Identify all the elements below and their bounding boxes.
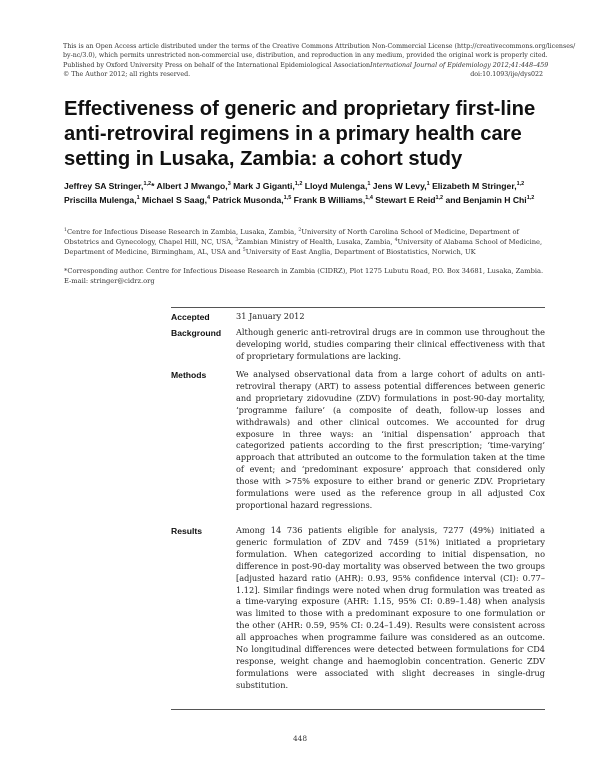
affiliation-text: University of East Anglia, Department of Biostatistics, Norwich, UK bbox=[245, 248, 476, 257]
results-label: Results bbox=[171, 526, 203, 536]
abstract-accepted bbox=[171, 311, 545, 325]
author-name: Albert J Mwango, bbox=[156, 181, 228, 191]
author-affiliation-sup: 1,2 bbox=[516, 181, 525, 188]
author-affiliation-sup: 3 bbox=[227, 181, 231, 188]
author-separator: * bbox=[151, 181, 157, 191]
page-number: 448 bbox=[292, 734, 308, 743]
author-name: Michael S Saag, bbox=[142, 194, 208, 205]
license-line-2: by-nc/3.0), which permits unrestricted non-commercial use, distribution, and reproduction in any medium, provided the original work is properly cited. bbox=[63, 52, 548, 60]
affiliation-sup: 5 bbox=[242, 248, 246, 254]
author-affiliation-sup: 1,4 bbox=[365, 194, 373, 201]
corresponding-author: *Corresponding author. Centre for Infectious Disease Research in Zambia (CIDRZ), Plot 1275 Lubutu Road, P.O. Box 34681, Lusaka, Zambia. E-mail: stringer@cidrz.org bbox=[64, 267, 544, 286]
author-name: Patrick Musonda, bbox=[212, 194, 284, 205]
results-text: Among 14 736 patients eligible for analysis, 7277 (49%) initiated a generic formulation of ZDV and 7459 (51%) initiated a proprietary formulation. When categorized according to initial dispensation, no difference in post-90-day mortality was observed between the two groups [adjusted hazard ratio (AHR): 0.93, 95% confidence interval (CI): 0.77–1.12]. Similar findings were noted when drug formulation was treated as a time-varying exposure (AHR: 1.15, 95% CI: 0.89–1.48) when analysis was limited to those with a predominant exposure to one formulation or the other (AHR: 0.59, 95% CI: 0.24–1.49). Results were consistent across all approaches when programme failure was considered as an outcome. No longitudinal differences were detected between formulations for CD4 response, weight change and haemoglobin concentration. Generic ZDV formulations were associated with slight decreases in single-drug substitution. bbox=[236, 525, 545, 690]
author-affiliation-sup: 1,2 bbox=[294, 181, 303, 188]
affiliation-sup: 1 bbox=[64, 227, 67, 233]
affiliation-text: Centre for Infectious Disease Research in Zambia, Lusaka, Zambia, bbox=[66, 228, 299, 236]
author-affiliation-sup: 4 bbox=[207, 194, 211, 201]
copyright-row bbox=[63, 70, 543, 79]
author-affiliation-sup: 1 bbox=[136, 194, 140, 201]
abstract-results bbox=[171, 525, 545, 705]
copyright: © The Author 2012; all rights reserved. bbox=[63, 70, 191, 78]
publisher-row bbox=[63, 61, 549, 70]
affiliation-sup: 3 bbox=[235, 237, 239, 243]
affiliation-text: Zambian Ministry of Health, Lusaka, Zambia, bbox=[238, 238, 395, 247]
author-affiliation-sup: 1 bbox=[367, 181, 371, 188]
license-line-1: This is an Open Access article distributed under the terms of the Creative Commons Attribution Non-Commercial License (http://creativecommons.org/licenses/ bbox=[63, 43, 576, 50]
affiliation-text: University of Alabama School of Medicine, Department of Medicine, Birmingham, AL, USA and bbox=[64, 238, 543, 257]
abstract-bottom-rule bbox=[171, 709, 545, 710]
journal-citation: International Journal of Epidemiology 2012;41:448–459 bbox=[370, 61, 549, 69]
author-affiliation-sup: 1,5 bbox=[283, 194, 292, 201]
article-title: Effectiveness of generic and proprietary first-line anti-retroviral regimens in a primary health care setting in Lusaka, Zambia: a cohort study bbox=[64, 98, 536, 170]
affiliation-sup: 4 bbox=[394, 237, 398, 243]
affiliation-text: University of North Carolina School of Medicine, Department of Obstetrics and Gynecology, Chapel Hill, NC, USA, bbox=[64, 228, 519, 247]
author-affiliation-sup: 1,2 bbox=[526, 194, 535, 201]
author-name: Elizabeth M Stringer, bbox=[432, 181, 517, 191]
affiliations bbox=[64, 227, 544, 258]
author-name: Stewart E Reid bbox=[375, 194, 436, 205]
author-name: and Benjamin H Chi bbox=[445, 194, 527, 205]
accepted-label: Accepted bbox=[171, 312, 210, 322]
abstract-background bbox=[171, 327, 545, 367]
author-list bbox=[64, 180, 544, 207]
methods-text: We analysed observational data from a large cohort of adults on anti-retroviral therapy (ART) to assess potential differences between generic and proprietary zidovudine (ZDV) formulations in post-90-day mortality, ‘programme failure’ (a composite of death, follow-up losses and withdrawals) and other clinical outcomes. We accounted for drug exposure in three ways: an ‘initial dispensation’ approach that categorized patients according to the first prescription; ‘time-varying’ approach that attributed an outcome to the formulation taken at the time of event; and ‘predominant exposure’ approach that considered only those with >75% exposure to either brand or generic ZDV. Proprietary formulations were used as the reference group in all adjusted Cox proportional hazard regressions. bbox=[236, 369, 545, 510]
license-header bbox=[63, 42, 576, 79]
abstract-methods bbox=[171, 369, 545, 524]
author-name: Frank B Williams, bbox=[293, 194, 366, 205]
author-name: Priscilla Mulenga, bbox=[64, 194, 137, 205]
author-affiliation-sup: 1,2 bbox=[435, 194, 444, 201]
background-label: Background bbox=[171, 328, 222, 338]
doi: doi:10.1093/ije/dys022 bbox=[470, 70, 543, 78]
background-text: Although generic anti-retroviral drugs are in common use throughout the developing world, studies comparing their clinical effectiveness with that of proprietary formulations are lacking. bbox=[236, 327, 545, 361]
author-name: Jeffrey SA Stringer, bbox=[64, 181, 144, 191]
author-affiliation-sup: 1,2 bbox=[143, 181, 152, 188]
author-name: Mark J Giganti, bbox=[233, 181, 295, 191]
affiliation-sup: 2 bbox=[298, 227, 302, 233]
publisher-line: Published by Oxford University Press on behalf of the International Epidemiological Association bbox=[63, 61, 371, 69]
methods-label: Methods bbox=[171, 370, 207, 380]
accepted-date: 31 January 2012 bbox=[236, 311, 305, 321]
author-name: Jens W Levy, bbox=[372, 181, 427, 191]
abstract-top-rule bbox=[171, 307, 545, 308]
author-affiliation-sup: 1 bbox=[426, 181, 430, 188]
author-name: Lloyd Mulenga, bbox=[304, 181, 368, 191]
